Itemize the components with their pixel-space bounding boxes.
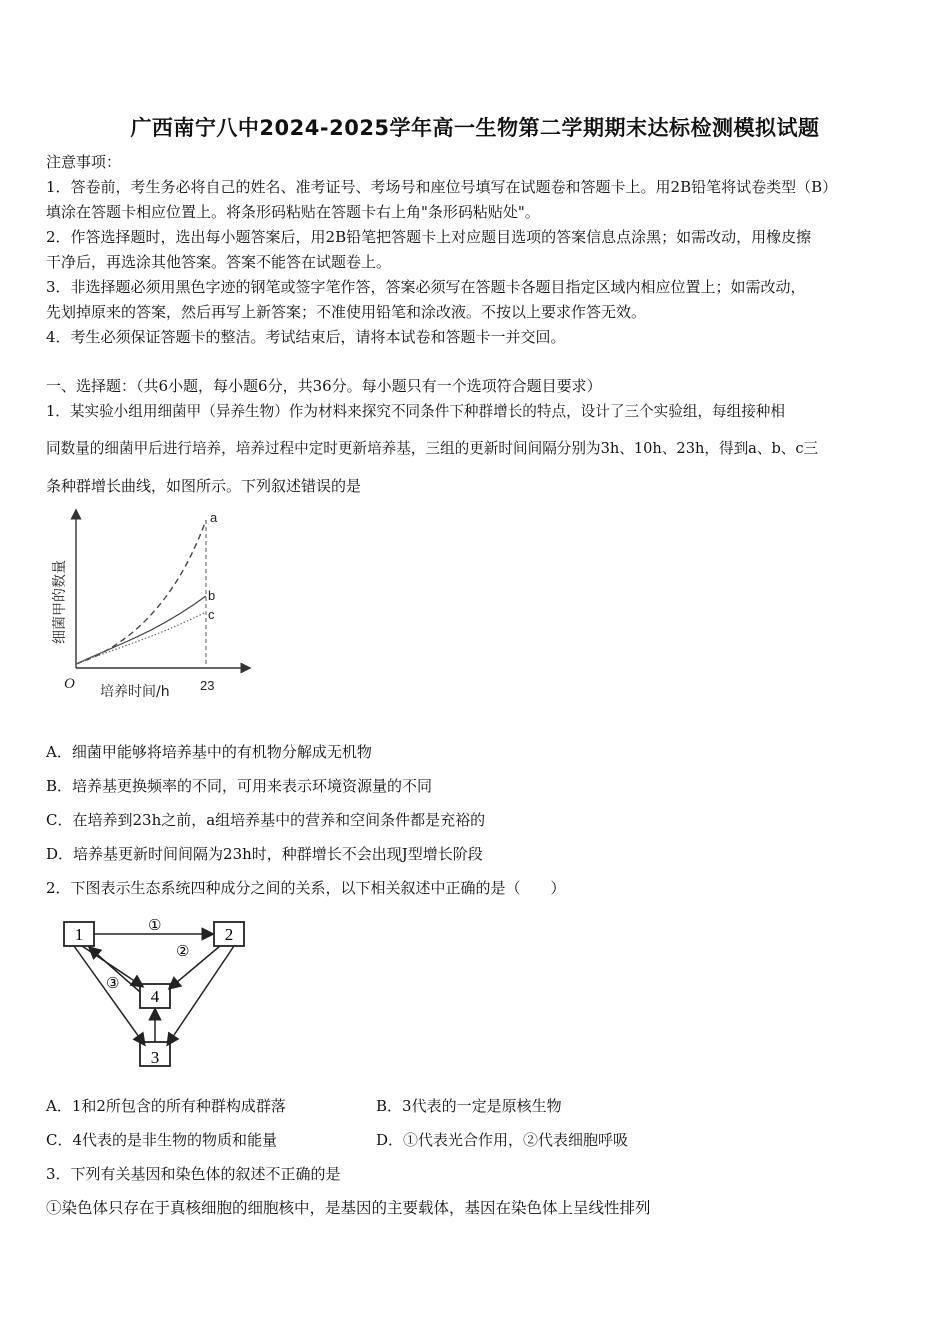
ecosystem-diagram [56, 912, 256, 1074]
series-label: a [210, 510, 218, 525]
q2-option-c: C．4代表的是非生物的物质和能量 [46, 1131, 278, 1149]
series-label: b [208, 588, 216, 603]
q1-option-b: B．培养基更换频率的不同，可用来表示环境资源量的不同 [46, 777, 433, 795]
notice-line: 3．非选择题必须用黑色字迹的钢笔或签字笔作答，答案必须写在答题卡各题目指定区域内相应位置上；如需改动， [46, 278, 806, 296]
node-label: 2 [224, 925, 234, 944]
q1-stem-line: 条种群增长曲线，如图所示。下列叙述错误的是 [46, 477, 362, 495]
arrow-label: ① [148, 916, 162, 934]
curve-b [76, 596, 206, 664]
q1-option-c: C．在培养到23h之前，a组培养基中的营养和空间条件都是充裕的 [46, 811, 486, 829]
q3-stem: 3．下列有关基因和染色体的叙述不正确的是 [46, 1165, 341, 1183]
notice-line: 1．答卷前，考生务必将自己的姓名、准考证号、考场号和座位号填写在试题卷和答题卡上。用2B铅笔将试卷类型（B） [46, 178, 838, 196]
q1-option-a: A．细菌甲能够将培养基中的有机物分解成无机物 [46, 743, 372, 761]
notice-line: 先划掉原来的答案，然后再写上新答案；不准使用铅笔和涂改液。不按以上要求作答无效。 [46, 303, 647, 321]
q2-option-b: B．3代表的一定是原核生物 [376, 1097, 562, 1115]
section-heading: 一、选择题：（共6小题，每小题6分，共36分。每小题只有一个选项符合题目要求） [46, 377, 602, 395]
population-growth-chart [44, 508, 254, 708]
notice-line: 干净后，再选涂其他答案。答案不能答在试题卷上。 [46, 253, 392, 271]
y-axis-label: 细菌甲的数量 [52, 560, 68, 644]
q3-statement: ①染色体只存在于真核细胞的细胞核中，是基因的主要载体，基因在染色体上呈线性排列 [46, 1199, 651, 1217]
notice-line: 2．作答选择题时，选出每小题答案后，用2B铅笔把答题卡上对应题目选项的答案信息点涂黑；如需改动，用橡皮擦 [46, 228, 812, 246]
q1-stem-line: 同数量的细菌甲后进行培养，培养过程中定时更新培养基，三组的更新时间间隔分别为3h、10h、23h，得到a、b、c三 [46, 440, 819, 457]
page-title: 广西南宁八中2024-2025学年高一生物第二学期期末达标检测模拟试题 [130, 116, 820, 140]
q2-option-d: D．①代表光合作用，②代表细胞呼吸 [376, 1131, 629, 1149]
notice-line: 4．考生必须保证答题卡的整洁。考试结束后，请将本试卷和答题卡一并交回。 [46, 328, 566, 346]
arrow-2-to-3 [168, 946, 234, 1044]
x-axis-label: 培养时间/h [100, 684, 170, 700]
x-tick-label: 23 [200, 678, 215, 693]
arrow-1-to-3 [74, 946, 144, 1044]
curve-a [76, 520, 206, 664]
q1-stem-line: 1．某实验小组用细菌甲（异养生物）作为材料来探究不同条件下种群增长的特点，设计了三个实验组，每组接种相 [46, 403, 785, 420]
node-label: 1 [74, 925, 84, 944]
arrow-label: ③ [106, 974, 120, 992]
series-label: c [208, 607, 215, 622]
notice-line: 填涂在答题卡相应位置上。将条形码粘贴在答题卡右上角"条形码粘贴处"。 [46, 203, 540, 221]
node-label: 3 [150, 1048, 160, 1067]
q2-option-a: A．1和2所包含的所有种群构成群落 [46, 1097, 286, 1115]
node-label: 4 [150, 987, 160, 1006]
arrow-label: ② [176, 942, 190, 960]
q2-stem: 2．下图表示生态系统四种成分之间的关系，以下相关叙述中正确的是（ ） [46, 879, 566, 897]
q1-option-d: D．培养基更新时间间隔为23h时，种群增长不会出现J型增长阶段 [46, 845, 483, 863]
origin-label: O [64, 676, 75, 692]
notice-heading: 注意事项： [46, 153, 122, 171]
